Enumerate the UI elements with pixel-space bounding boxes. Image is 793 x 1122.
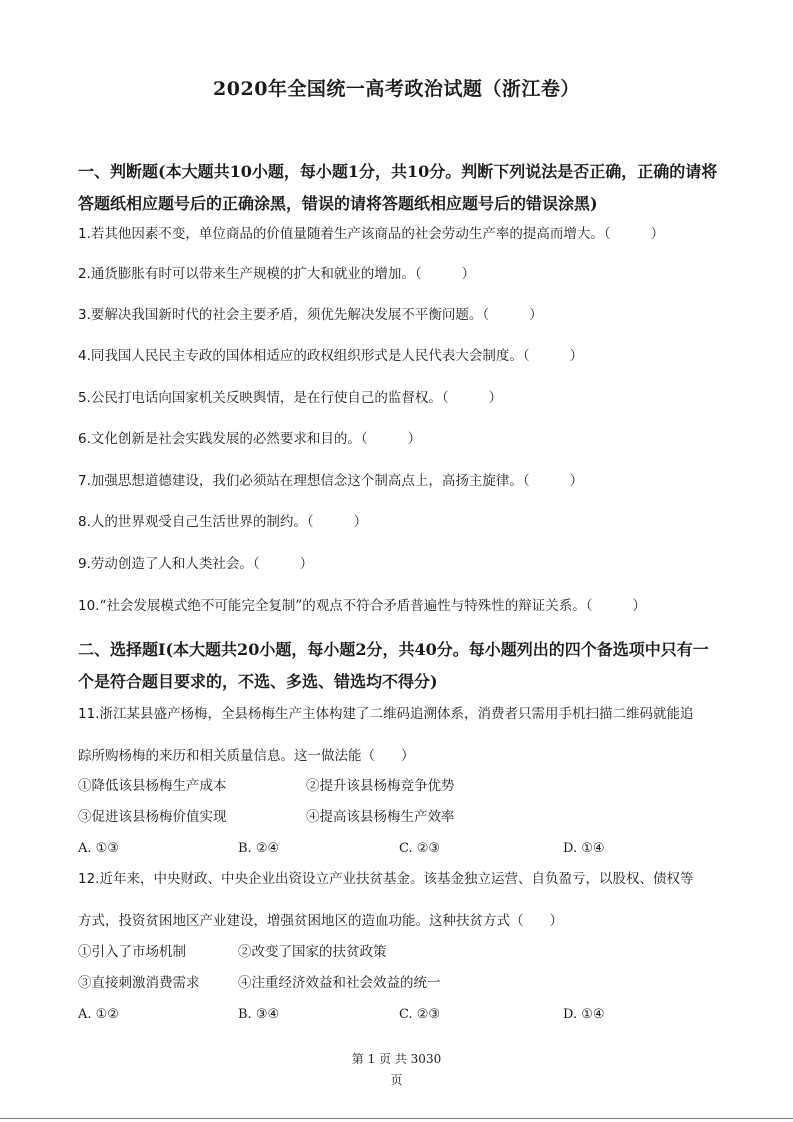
q11-choice-b: B. ②④ <box>238 841 280 856</box>
question-text: 通货膨胀有时可以带来生产规模的扩大和就业的增加。（ <box>90 266 422 282</box>
question-paren-close: ） <box>569 473 584 489</box>
question-text: 加强思想道德建设，我们必须站在理想信念这个制高点上，高扬主旋律。（ <box>90 473 530 489</box>
question-number: 1. <box>78 226 91 242</box>
q12-option-3: ③直接刺激消费需求 <box>78 975 200 991</box>
section2-header <box>78 634 723 698</box>
question-paren-close: ） <box>569 348 584 364</box>
q11-option-1: ①降低该县杨梅生产成本 <box>78 778 227 794</box>
q11-choice-c: C. ②③ <box>399 841 441 856</box>
section2-header-line1: 二、选择题Ⅰ(本大题共20小题，每小题2分，共40分。每小题列出的四个备选项中只有一 <box>78 640 709 659</box>
question-number: 5. <box>78 390 91 406</box>
bottom-divider <box>0 1118 793 1119</box>
question-7 <box>78 471 723 491</box>
question-number: 12. <box>78 871 100 887</box>
question-text: 人的世界观受自己生活世界的制约。（ <box>90 514 314 530</box>
question-paren-close: ） <box>488 390 503 406</box>
q12-choice-a: A. ①② <box>78 1007 119 1022</box>
question-number: 10. <box>78 598 100 614</box>
question-number: 9. <box>78 556 91 572</box>
question-5 <box>78 388 723 408</box>
q12-option-2: ②改变了国家的扶贫政策 <box>238 944 387 960</box>
question-12-line2 <box>78 911 723 931</box>
q11-option-2: ②提升该县杨梅竞争优势 <box>306 778 455 794</box>
question-number: 4. <box>78 348 91 364</box>
question-3 <box>78 305 723 325</box>
question-11-line2 <box>78 746 723 766</box>
section1-header-line1: 一、判断题(本大题共10小题，每小题1分，共10分。判断下列说法是否正确，正确的请将 <box>78 162 718 181</box>
question-text: 浙江某县盛产杨梅，全县杨梅生产主体构建了二维码追溯体系，消费者只需用手机扫描二维码就能追 <box>99 706 694 722</box>
question-4 <box>78 346 723 366</box>
q12-choice-d: D. ①④ <box>563 1007 605 1022</box>
question-number: 3. <box>78 307 91 323</box>
question-12-line1 <box>78 869 723 889</box>
question-6 <box>78 429 723 449</box>
question-text: 踪所购杨梅的来历和相关质量信息。这一做法能（ <box>78 748 375 764</box>
question-paren-close: ） <box>549 913 563 929</box>
question-text: 近年来，中央财政、中央企业出资设立产业扶贫基金。该基金独立运营、自负盈亏，以股权、债权等 <box>99 871 694 887</box>
q12-option-4: ④注重经济效益和社会效益的统一 <box>238 975 441 991</box>
question-text: 方式，投资贫困地区产业建设，增强贫困地区的造血功能。这种扶贫方式（ <box>78 913 524 929</box>
question-1 <box>78 224 723 244</box>
question-text: 劳动创造了人和人类社会。（ <box>90 556 260 572</box>
q11-choice-d: D. ①④ <box>563 841 605 856</box>
question-paren-close: ） <box>632 598 647 614</box>
page-footer <box>0 1049 793 1091</box>
section2-header-line2: 个是符合题目要求的，不选、多选、错选均不得分) <box>78 672 438 691</box>
q11-option-4: ④提高该县杨梅生产效率 <box>306 809 455 825</box>
q11-choice-a: A. ①③ <box>78 841 119 856</box>
question-text: 公民打电话向国家机关反映舆情，是在行使自己的监督权。（ <box>90 390 449 406</box>
question-text: 若其他因素不变，单位商品的价值量随着生产该商品的社会劳动生产率的提高而增大。（ <box>90 226 611 242</box>
question-paren-close: ） <box>529 307 543 323</box>
question-text: 要解决我国新时代的社会主要矛盾，须优先解决发展不平衡问题。（ <box>90 307 490 323</box>
question-number: 2. <box>78 266 91 282</box>
question-8 <box>78 512 723 532</box>
question-paren-close: ） <box>407 431 422 447</box>
question-10 <box>78 596 723 616</box>
page-number-line1: 第 1 页 共 3030 <box>351 1052 442 1066</box>
section1-header <box>78 156 723 220</box>
question-paren-close: ） <box>461 266 476 282</box>
question-paren-close: ） <box>650 226 665 242</box>
question-text: “社会发展模式绝不可能完全复制”的观点不符合矛盾普遍性与特殊性的辩证关系。（ <box>99 598 593 614</box>
question-number: 8. <box>78 514 91 530</box>
q12-choice-b: B. ③④ <box>238 1007 280 1022</box>
question-number: 11. <box>78 706 100 722</box>
q11-option-3: ③促进该县杨梅价值实现 <box>78 809 227 825</box>
question-paren-close: ） <box>353 514 368 530</box>
question-11-line1 <box>78 704 723 724</box>
question-9 <box>78 554 723 574</box>
question-2 <box>78 264 723 284</box>
question-text: 文化创新是社会实践发展的必然要求和目的。（ <box>90 431 368 447</box>
q12-choice-c: C. ②③ <box>399 1007 441 1022</box>
question-paren-close: ） <box>401 748 415 764</box>
question-paren-close: ） <box>299 556 314 572</box>
section1-header-line2: 答题纸相应题号后的正确涂黑，错误的请将答题纸相应题号后的错误涂黑) <box>78 194 598 213</box>
page-number-line2: 页 <box>390 1073 403 1087</box>
q12-option-1: ①引入了市场机制 <box>78 944 186 960</box>
question-number: 7. <box>78 473 91 489</box>
page-title: 2020年全国统一高考政治试题（浙江卷） <box>213 78 580 100</box>
question-text: 同我国人民民主专政的国体相适应的政权组织形式是人民代表大会制度。（ <box>90 348 530 364</box>
question-number: 6. <box>78 431 91 447</box>
